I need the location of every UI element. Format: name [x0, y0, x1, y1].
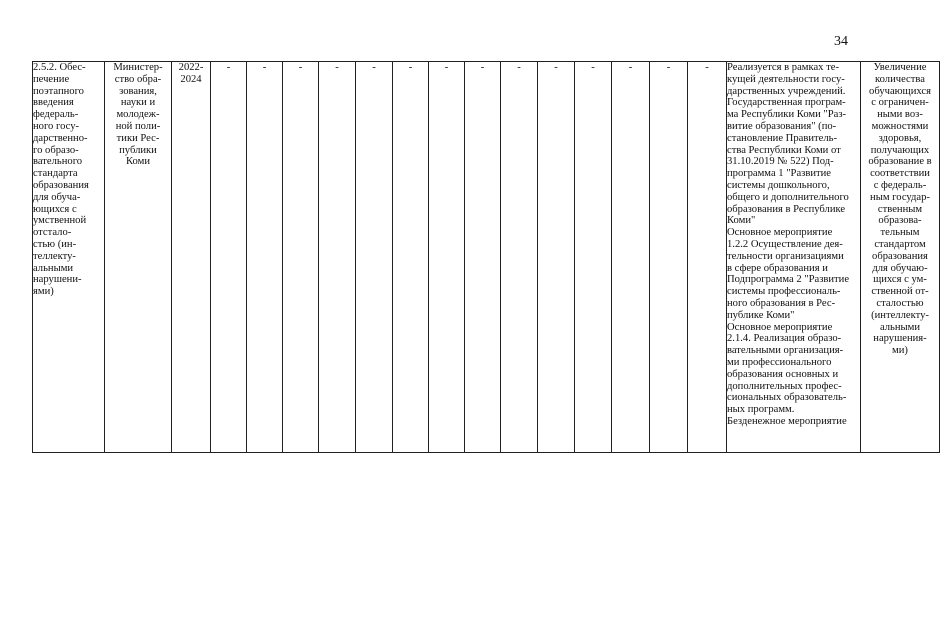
value-cell: - [319, 62, 356, 453]
value-cell: - [538, 62, 575, 453]
value-cell: - [356, 62, 393, 453]
page-number: 34 [834, 34, 848, 49]
expected-result-text: Увеличение количества обучающихся с ограничен- ными воз- можностями здоровья, получающих образование в соответствии с федераль- ным государ- ственным образова- тельным стандартом образования для обучаю- щихся с ум- ственной от- сталостью (интеллекту- альными нарушения- ми) [868, 62, 932, 357]
value-cell: - [429, 62, 465, 453]
period-cell [172, 62, 211, 453]
funding-note-cell [727, 62, 861, 453]
funding-note-text: Реализуется в рамках те- кущей деятельности госу- дарственных учреждений. Государственная програм- ма Республики Коми "Раз- витие образования" (по- становление Правитель- ства Республики Коми от 31.10.2019 № 522) Под- программа 1 "Развитие системы дошкольного, общего и дополнительного образования в Республике Коми" Основное мероприятие 1.2.2 Осуществление дея- тельности организациями в сфере образования и Подпрограмма 2 "Развитие системы профессиональ- ного образования в Рес- публике Коми" Основное мероприятие 2.1.4. Реализация образо- вательными организация- ми профессионального образования основных и дополнительных профес- сиональных образователь- ных программ. Безденежное мероприятие [727, 62, 850, 427]
value-cell: - [575, 62, 612, 453]
table-row [33, 62, 940, 453]
expected-result-cell [861, 62, 940, 453]
value-cell: - [612, 62, 650, 453]
value-cell: - [465, 62, 501, 453]
value-cell: - [211, 62, 247, 453]
value-cell: - [650, 62, 688, 453]
program-table [32, 61, 940, 453]
period-text: 2022- 2024 [178, 62, 204, 85]
activity-text: 2.5.2. Обес- печение поэтапного введения федераль- ного госу- дарственно- го образо- вательного стандарта образования для обуча- ющихся с умственной отстало- стью (ин- теллекту- альными нарушени- ями) [33, 62, 89, 298]
activity-cell [33, 62, 105, 453]
value-cell: - [247, 62, 283, 453]
value-cell: - [393, 62, 429, 453]
value-cell: - [283, 62, 319, 453]
value-cell: - [501, 62, 538, 453]
executor-text: Министер- ство обра- зования, науки и молодеж- ной поли- тики Рес- публики Коми [113, 62, 163, 168]
value-cell: - [688, 62, 727, 453]
executor-cell [105, 62, 172, 453]
